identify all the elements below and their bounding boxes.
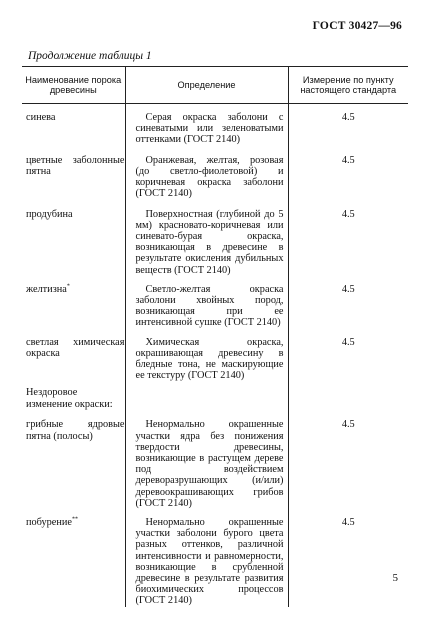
defect-name: синева <box>26 112 56 123</box>
defect-name: цветные заболонные пятна <box>26 154 125 177</box>
defect-clause: 4.5 <box>288 147 408 201</box>
defect-name: продубина <box>26 208 73 220</box>
defect-name: светлая химическая окраска <box>26 336 125 359</box>
defect-definition: Химическая окраска, окрашивающая древесину в бледные тона, не маскирующие ее текстуру (ГОСТ 2140) <box>125 329 288 382</box>
defect-clause: 4.5 <box>288 276 408 329</box>
header-clause: Измерение по пункту настоящего стандарта <box>288 67 408 104</box>
table-row <box>22 201 408 276</box>
table-row <box>22 147 408 201</box>
table-group-row <box>22 381 408 411</box>
defect-clause: 4.5 <box>288 329 408 382</box>
defect-definition: Ненормально окрашенные участки ядра без понижения твердости древесины, возникающие в растущем дереве под воздействием дереворазрушающих (и/или) деревоокрашивающих грибов (ГОСТ 2140) <box>125 411 288 509</box>
header-defect-name: Наименование порока древесины <box>22 67 125 104</box>
defect-definition: Оранжевая, желтая, розовая (до светло-фиолетовой) и коричневая окраска заболони (ГОСТ 2140) <box>125 147 288 201</box>
defect-clause: 4.5 <box>288 411 408 509</box>
defect-name: грибные ядровые пятна (полосы) <box>26 419 125 442</box>
table-row <box>22 411 408 509</box>
group-title: Нездоровое изменение окраски: <box>26 387 113 410</box>
table-row <box>22 329 408 382</box>
defect-name: желтизна* <box>26 283 70 295</box>
defect-definition: Поверхностная (глубиной до 5 мм) красновато-коричневая или синевато-бурая окраска, возникающая в древесине в результате окисления дубильных веществ (ГОСТ 2140) <box>125 201 288 276</box>
table-row <box>22 509 408 607</box>
table-continuation-caption: Продолжение таблицы 1 <box>28 50 152 62</box>
footnote-mark: ** <box>71 516 78 523</box>
defect-clause: 4.5 <box>288 104 408 147</box>
page-number: 5 <box>392 572 398 584</box>
table-header-row <box>22 67 408 104</box>
defect-definition: Серая окраска заболони с синеватыми или зеленоватыми оттенками (ГОСТ 2140) <box>125 104 288 147</box>
defect-clause: 4.5 <box>288 509 408 607</box>
defect-definition: Светло-желтая окраска заболони хвойных пород, возникающая при ее интенсивной сушке (ГОСТ 2140) <box>125 276 288 329</box>
standard-number: ГОСТ 30427—96 <box>312 20 402 32</box>
defect-clause: 4.5 <box>288 201 408 276</box>
footnote-mark: * <box>66 283 70 290</box>
table-row <box>22 276 408 329</box>
header-definition: Определение <box>125 67 288 104</box>
defects-table <box>22 66 408 607</box>
table-row <box>22 104 408 147</box>
defect-definition: Ненормально окрашенные участки заболони бурого цвета разных оттенков, различной интенсивности и равномерности, возникающие в срубленной древесине в результате развития биохимических процессов (ГОСТ 2140) <box>125 509 288 607</box>
defect-name: побурение** <box>26 516 78 528</box>
